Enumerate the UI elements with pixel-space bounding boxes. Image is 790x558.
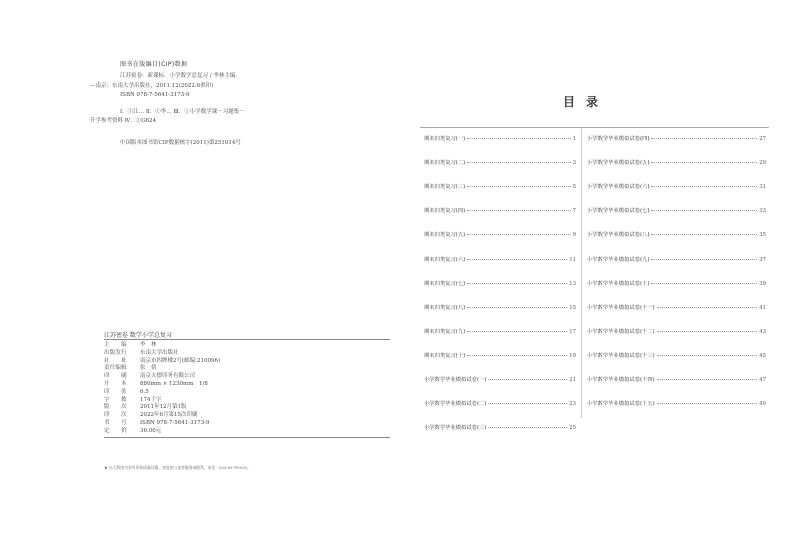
imprint-row: 主 编 李 林 xyxy=(104,342,157,348)
toc-leader-dots xyxy=(467,259,567,260)
toc-page-number: 21 xyxy=(569,377,576,383)
imprint-title: 江苏密卷 数学小学总复习 xyxy=(104,332,172,339)
toc-page-number: 7 xyxy=(572,208,576,215)
toc-page-number: 19 xyxy=(569,352,576,359)
copyright-page xyxy=(80,0,420,558)
imprint-row: 责任编辑 张 倩 xyxy=(104,365,157,372)
toc-entry-title: 期末归类复习(十) xyxy=(424,352,466,359)
toc-page-number: 5 xyxy=(572,184,576,191)
toc-page-number: 23 xyxy=(569,401,576,408)
toc-entry-title: 小学数学毕业模拟试卷(十一) xyxy=(587,304,655,311)
toc-page-number: 47 xyxy=(759,377,766,383)
toc-entry[interactable] xyxy=(587,375,766,383)
toc-entry[interactable] xyxy=(587,351,766,359)
toc-entry-title: 小学数学毕业模拟试卷(二) xyxy=(424,401,487,408)
toc-entry[interactable] xyxy=(424,134,576,142)
imprint-row: 印 次 2022年6月第15次印刷 xyxy=(104,412,198,419)
toc-leader-dots xyxy=(651,283,757,284)
cip-line: ISBN 978-7-5641-3173-9 xyxy=(120,92,190,98)
toc-entry[interactable] xyxy=(424,327,576,335)
cip-line: 升学参考资料 Ⅳ．①G624 xyxy=(90,118,157,124)
toc-entry-title: 期末归类复习(八) xyxy=(424,304,466,311)
toc-entry[interactable] xyxy=(424,351,576,359)
imprint-row: 印 刷 南京天德印务有限公司 xyxy=(104,373,196,380)
toc-entry-title: 期末归类复习(六) xyxy=(424,256,466,263)
toc-leader-dots xyxy=(467,331,567,332)
toc-leader-dots xyxy=(657,355,758,356)
toc-entry-title: 期末归类复习(三) xyxy=(424,184,466,191)
imprint-row: 字 数 174千字 xyxy=(104,396,162,403)
toc-page-number: 15 xyxy=(569,304,576,311)
toc-entry[interactable] xyxy=(587,279,766,287)
toc-leader-dots xyxy=(651,186,757,187)
toc-leader-dots xyxy=(657,403,758,404)
toc-entry[interactable] xyxy=(587,206,766,214)
cip-record xyxy=(90,72,245,127)
imprint-table xyxy=(104,342,220,436)
toc-entry[interactable] xyxy=(424,158,576,166)
toc-page-number: 39 xyxy=(759,280,766,287)
toc-entry-title: 期末归类复习(二) xyxy=(424,160,466,167)
toc-entry[interactable] xyxy=(587,399,766,407)
toc-entry-title: 小学数学毕业模拟试卷(十二) xyxy=(587,328,655,335)
toc-entry[interactable] xyxy=(587,230,766,238)
toc-page-number: 25 xyxy=(569,425,576,432)
toc-page-number: 37 xyxy=(759,256,766,263)
toc-leader-dots xyxy=(467,283,567,284)
toc-entry[interactable] xyxy=(424,423,576,431)
toc-entry[interactable] xyxy=(424,182,576,190)
toc-page-number: 13 xyxy=(569,280,576,287)
toc-entry[interactable] xyxy=(587,182,766,190)
toc-page-number: 11 xyxy=(569,256,576,263)
cip-number: 中国版本图书馆CIP数据核字(2011)第251014号 xyxy=(120,140,241,146)
toc-leader-dots xyxy=(488,403,567,404)
cip-line: —南京：东南大学出版社，2011.12(2022.6重印) xyxy=(90,82,214,89)
toc-leader-dots xyxy=(467,138,570,139)
toc-entry-title: 小学数学毕业模拟试卷(五) xyxy=(587,160,650,167)
toc-page-number: 35 xyxy=(759,232,766,239)
toc-leader-dots xyxy=(657,307,758,308)
imprint-row: 印 张 6.5 xyxy=(104,388,149,395)
cip-heading: 图书在版编目(CIP)数据 xyxy=(120,61,188,68)
toc-entry-title: 小学数学毕业模拟试卷(九) xyxy=(587,256,650,263)
toc-entry[interactable] xyxy=(587,158,766,166)
toc-entry-title: 小学数学毕业模拟试卷(三) xyxy=(424,425,487,432)
toc-leader-dots xyxy=(651,259,757,260)
toc-leader-dots xyxy=(488,427,567,428)
toc-entry-title: 期末归类复习(五) xyxy=(424,232,466,239)
toc-page-number: 29 xyxy=(759,160,766,167)
toc-entry[interactable] xyxy=(587,303,766,311)
imprint-row: 版 次 2011年12月第1版 xyxy=(104,404,187,411)
toc-page-number: 49 xyxy=(759,401,766,408)
toc-page-number: 45 xyxy=(759,352,766,359)
toc-page-number: 3 xyxy=(572,160,576,167)
toc-entry-title: 期末归类复习(四) xyxy=(424,208,466,215)
imprint-row: 出版发行 东南大学出版社 xyxy=(104,349,179,356)
toc-entry[interactable] xyxy=(424,303,576,311)
imprint-row: 书 号 ISBN 978-7-5641-3173-9 xyxy=(104,419,210,426)
toc-entry-title: 期末归类复习(七) xyxy=(424,280,466,287)
imprint-row: 社 址 南京市四牌楼2号(邮编:210096) xyxy=(104,357,221,364)
toc-entry[interactable] xyxy=(587,134,766,142)
toc-entry[interactable] xyxy=(587,255,766,263)
toc-entry-title: 小学数学毕业模拟试卷(七) xyxy=(587,208,650,215)
cip-line: 江苏密卷：新课标．小学数学总复习 / 李林主编． xyxy=(120,73,241,79)
toc-entry-title: 小学数学毕业模拟试卷(一) xyxy=(424,377,487,383)
toc-entry-title: 小学数学毕业模拟试卷(十三) xyxy=(587,352,655,359)
toc-left-column xyxy=(424,0,576,558)
toc-page-number: 33 xyxy=(759,208,766,215)
toc-entry[interactable] xyxy=(424,206,576,214)
toc-leader-dots xyxy=(657,331,758,332)
toc-leader-dots xyxy=(651,138,757,139)
imprint-bottom-rule xyxy=(104,437,390,438)
footnote: ★ 东大版图书若有印装质量问题，请直接与读者服务部联系，电话：025-83790525。 xyxy=(104,465,251,470)
toc-leader-dots xyxy=(467,307,567,308)
toc-title: 目录 xyxy=(563,95,610,109)
toc-leader-dots xyxy=(467,162,570,163)
toc-entry-title: 小学数学毕业模拟试卷(四) xyxy=(587,136,650,142)
toc-leader-dots xyxy=(488,379,567,380)
toc-entry[interactable] xyxy=(424,375,576,383)
toc-page-number: 31 xyxy=(759,184,766,191)
toc-leader-dots xyxy=(657,379,758,380)
toc-leader-dots xyxy=(651,210,757,211)
toc-leader-dots xyxy=(467,234,570,235)
toc-page-number: 1 xyxy=(572,136,576,142)
toc-right-column xyxy=(587,0,766,558)
imprint-row: 开 本 880mm × 1230mm 1/8 xyxy=(104,380,208,387)
toc-entry[interactable] xyxy=(424,279,576,287)
toc-leader-dots xyxy=(467,186,570,187)
toc-entry-title: 小学数学毕业模拟试卷(十四) xyxy=(587,377,655,383)
toc-entry-title: 小学数学毕业模拟试卷(十五) xyxy=(587,401,655,408)
toc-leader-dots xyxy=(467,210,570,211)
toc-entry[interactable] xyxy=(424,399,576,407)
toc-entry-title: 小学数学毕业模拟试卷(十) xyxy=(587,280,650,287)
toc-leader-dots xyxy=(467,355,567,356)
toc-leader-dots xyxy=(651,234,757,235)
toc-entry-title: 小学数学毕业模拟试卷(六) xyxy=(587,184,650,191)
toc-entry[interactable] xyxy=(587,327,766,335)
toc-page-number: 17 xyxy=(569,328,576,335)
toc-entry-title: 期末归类复习(一) xyxy=(424,136,466,142)
toc-column-divider xyxy=(581,128,582,418)
imprint-row: 定 价 36.00元 xyxy=(104,427,162,434)
toc-page-number: 27 xyxy=(759,136,766,142)
toc-leader-dots xyxy=(651,162,757,163)
toc-entry[interactable] xyxy=(424,255,576,263)
toc-page-number: 43 xyxy=(759,328,766,335)
cip-line: Ⅰ．①江… Ⅱ．①李… Ⅲ．①小学数学课－习题集－ xyxy=(120,108,245,115)
toc-entry[interactable] xyxy=(424,230,576,238)
toc-page-number: 9 xyxy=(572,232,576,239)
toc-entry-title: 期末归类复习(九) xyxy=(424,328,466,335)
toc-entry-title: 小学数学毕业模拟试卷(八) xyxy=(587,232,650,239)
imprint-top-rule xyxy=(104,339,390,340)
toc-page-number: 41 xyxy=(759,304,766,311)
